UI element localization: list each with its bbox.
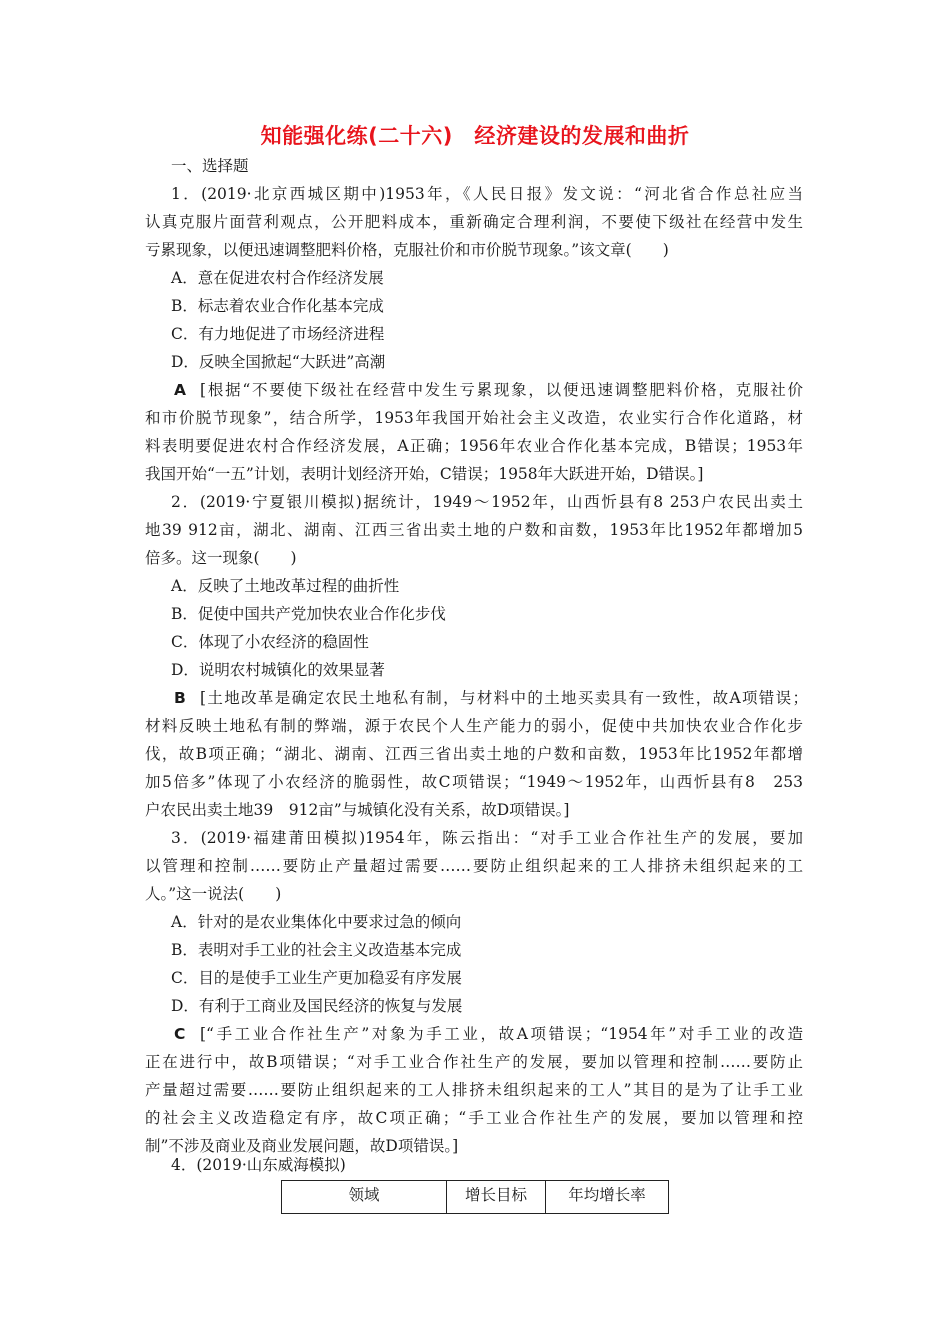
q4-stem: 4．(2019·山东威海模拟): [171, 1156, 346, 1174]
q2-stem-line: 地39 912亩，湖北、湖南、江西三省出卖土地的户数和亩数，1953年比1952年都增加5: [145, 521, 803, 539]
q3-option-b: B．表明对手工业的社会主义改造基本完成: [171, 941, 462, 959]
q2-option-c: C．体现了小农经济的稳固性: [171, 633, 369, 651]
q3-explanation-line: 产量超过需要……要防止组织起来的工人排挤未组织起来的工人”其目的是为了让手工业: [145, 1081, 803, 1099]
q3-explanation-line: [“手工业合作社生产”对象为手工业，故A项错误；“1954年”对手工业的改造: [200, 1025, 803, 1043]
q3-stem-line: 人。”这一说法( ): [145, 885, 282, 903]
table-header-cell: 领域: [282, 1181, 447, 1214]
q3-stem-line: 3．(2019·福建莆田模拟)1954年，陈云指出：“对手工业合作社生产的发展，要加: [171, 829, 803, 847]
q4-table: [281, 1180, 669, 1214]
q3-explanation-line: 正在进行中，故B项错误；“对手工业合作社生产的发展，要加以管理和控制……要防止: [145, 1053, 803, 1071]
q2-answer: B: [174, 689, 186, 707]
q1-stem-line: 亏累现象，以便迅速调整肥料价格，克服社价和市价脱节现象。”该文章( ): [145, 241, 669, 259]
q1-explanation-line: 我国开始“一五”计划，表明计划经济开始，C错误；1958年大跃进开始，D错误。]: [145, 465, 704, 483]
q1-stem-line: 认真克服片面营利观点，公开肥料成本，重新确定合理利润，不要使下级社在经营中发生: [145, 213, 803, 231]
q2-explanation-line: 伐，故B项正确；“湖北、湖南、江西三省出卖土地的户数和亩数，1953年比1952年都增: [145, 745, 803, 763]
q3-option-c: C．目的是使手工业生产更加稳妥有序发展: [171, 969, 462, 987]
q1-option-d: D．反映全国掀起“大跃进”高潮: [171, 353, 386, 371]
q1-option-c: C．有力地促进了市场经济进程: [171, 325, 385, 343]
q2-explanation-line: 材料反映土地私有制的弊端，源于农民个人生产能力的弱小，促使中共加快农业合作化步: [145, 717, 803, 735]
q2-explanation-line: [土地改革是确定农民土地私有制，与材料中的土地买卖具有一致性，故A项错误；: [200, 689, 808, 707]
section-heading: 一、选择题: [171, 157, 249, 175]
page-title: 知能强化练(二十六) 经济建设的发展和曲折: [260, 124, 690, 148]
q3-explanation-line: 的社会主义改造稳定有序，故C项正确；“手工业合作社生产的发展，要加以管理和控: [145, 1109, 803, 1127]
table-header-cell: 年均增长率: [546, 1181, 669, 1214]
q1-answer: A: [174, 381, 186, 399]
q3-answer: C: [174, 1025, 186, 1043]
q3-option-a: A．针对的是农业集体化中要求过急的倾向: [171, 913, 462, 931]
q2-option-b: B．促使中国共产党加快农业合作化步伐: [171, 605, 446, 623]
q1-option-b: B．标志着农业合作化基本完成: [171, 297, 384, 315]
q2-option-a: A．反映了土地改革过程的曲折性: [171, 577, 400, 595]
table-header-row: [282, 1181, 669, 1214]
q2-explanation-line: 户农民出卖土地39 912亩”与城镇化没有关系，故D项错误。]: [145, 801, 570, 819]
q2-stem-line: 2．(2019·宁夏银川模拟)据统计，1949～1952年，山西忻县有8 253户农民出卖土: [171, 493, 803, 511]
q1-explanation-line: [根据“不要使下级社在经营中发生亏累现象，以便迅速调整肥料价格，克服社价: [200, 381, 803, 399]
q1-explanation-line: 料表明要促进农村合作经济发展，A正确；1956年农业合作化基本完成，B错误；1953年: [145, 437, 803, 455]
q1-stem-line: 1．(2019·北京西城区期中)1953年，《人民日报》发文说：“河北省合作总社应当: [171, 185, 803, 203]
table-header-cell: 增长目标: [447, 1181, 546, 1214]
q3-option-d: D．有利于工商业及国民经济的恢复与发展: [171, 997, 463, 1015]
q3-stem-line: 以管理和控制……要防止产量超过需要……要防止组织起来的工人排挤未组织起来的工: [145, 857, 803, 875]
q1-explanation-line: 和市价脱节现象”，结合所学，1953年我国开始社会主义改造，农业实行合作化道路，材: [145, 409, 803, 427]
q2-explanation-line: 加5倍多”体现了小农经济的脆弱性，故C项错误；“1949～1952年，山西忻县有8 253: [145, 773, 803, 791]
q3-explanation-line: 制”不涉及商业及商业发展问题，故D项错误。]: [145, 1137, 459, 1155]
q2-option-d: D．说明农村城镇化的效果显著: [171, 661, 385, 679]
q1-option-a: A．意在促进农村合作经济发展: [171, 269, 384, 287]
q2-stem-line: 倍多。这一现象( ): [145, 549, 297, 567]
